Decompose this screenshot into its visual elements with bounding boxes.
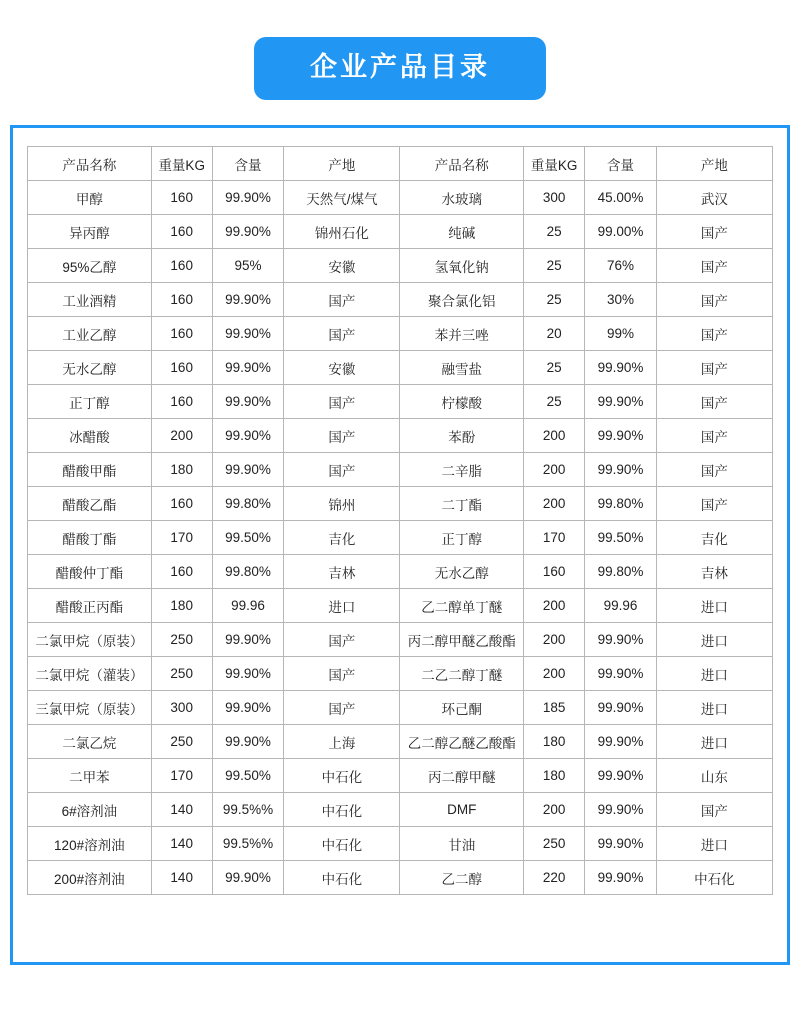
cell-product-name: 冰醋酸 — [28, 419, 152, 453]
cell-weight: 300 — [524, 181, 585, 215]
cell-content: 99.90% — [585, 419, 657, 453]
column-header-product-name-left: 产品名称 — [28, 147, 152, 181]
cell-weight: 160 — [151, 555, 212, 589]
cell-weight: 160 — [151, 351, 212, 385]
cell-product-name: 苯并三唑 — [400, 317, 524, 351]
cell-content: 99.5%% — [212, 827, 284, 861]
cell-content: 99.90% — [585, 385, 657, 419]
cell-content: 99.90% — [212, 657, 284, 691]
cell-product-name: 纯碱 — [400, 215, 524, 249]
cell-content: 99.90% — [212, 419, 284, 453]
cell-weight: 250 — [151, 657, 212, 691]
cell-content: 99.80% — [585, 555, 657, 589]
table-row — [28, 385, 773, 419]
cell-content: 99.90% — [212, 181, 284, 215]
cell-weight: 200 — [524, 419, 585, 453]
cell-product-name: 醋酸正丙酯 — [28, 589, 152, 623]
cell-product-name: 工业乙醇 — [28, 317, 152, 351]
cell-weight: 160 — [151, 385, 212, 419]
cell-weight: 25 — [524, 283, 585, 317]
table-row — [28, 827, 773, 861]
cell-weight: 160 — [151, 181, 212, 215]
cell-product-name: 醋酸仲丁酯 — [28, 555, 152, 589]
cell-weight: 160 — [151, 487, 212, 521]
cell-origin: 国产 — [284, 623, 400, 657]
cell-product-name: 丙二醇甲醚乙酸酯 — [400, 623, 524, 657]
column-header-content-left: 含量 — [212, 147, 284, 181]
cell-content: 99.96 — [585, 589, 657, 623]
cell-origin: 国产 — [284, 283, 400, 317]
table-row — [28, 419, 773, 453]
table-row — [28, 861, 773, 895]
table-row — [28, 351, 773, 385]
cell-weight: 170 — [524, 521, 585, 555]
table-row — [28, 453, 773, 487]
cell-origin: 国产 — [656, 249, 772, 283]
column-header-weight-right: 重量KG — [524, 147, 585, 181]
cell-origin: 进口 — [656, 623, 772, 657]
cell-origin: 中石化 — [656, 861, 772, 895]
cell-weight: 200 — [524, 487, 585, 521]
cell-content: 99.90% — [212, 691, 284, 725]
cell-origin: 进口 — [656, 725, 772, 759]
cell-product-name: 二氯甲烷（灌装） — [28, 657, 152, 691]
cell-origin: 进口 — [656, 827, 772, 861]
cell-content: 99.5%% — [212, 793, 284, 827]
cell-weight: 20 — [524, 317, 585, 351]
cell-content: 99.90% — [585, 657, 657, 691]
cell-weight: 200 — [151, 419, 212, 453]
cell-origin: 山东 — [656, 759, 772, 793]
cell-weight: 160 — [151, 249, 212, 283]
cell-product-name: 丙二醇甲醚 — [400, 759, 524, 793]
cell-content: 99.90% — [585, 623, 657, 657]
cell-content: 99.96 — [212, 589, 284, 623]
table-body — [28, 181, 773, 895]
table-row — [28, 691, 773, 725]
cell-origin: 国产 — [284, 691, 400, 725]
cell-product-name: 200#溶剂油 — [28, 861, 152, 895]
cell-content: 99.90% — [212, 453, 284, 487]
cell-weight: 170 — [151, 759, 212, 793]
cell-origin: 安徽 — [284, 249, 400, 283]
column-header-origin-right: 产地 — [656, 147, 772, 181]
cell-content: 99% — [585, 317, 657, 351]
cell-weight: 200 — [524, 589, 585, 623]
cell-origin: 国产 — [656, 453, 772, 487]
cell-product-name: 水玻璃 — [400, 181, 524, 215]
catalog-table-frame — [10, 125, 790, 965]
column-header-content-right: 含量 — [585, 147, 657, 181]
cell-origin: 国产 — [284, 385, 400, 419]
cell-origin: 吉化 — [284, 521, 400, 555]
table-header-row — [28, 147, 773, 181]
cell-product-name: 甲醇 — [28, 181, 152, 215]
cell-weight: 200 — [524, 623, 585, 657]
table-row — [28, 759, 773, 793]
table-row — [28, 589, 773, 623]
column-header-origin-left: 产地 — [284, 147, 400, 181]
column-header-weight-left: 重量KG — [151, 147, 212, 181]
cell-product-name: 95%乙醇 — [28, 249, 152, 283]
cell-weight: 160 — [151, 317, 212, 351]
table-row — [28, 283, 773, 317]
cell-origin: 天然气/煤气 — [284, 181, 400, 215]
cell-weight: 25 — [524, 215, 585, 249]
table-row — [28, 657, 773, 691]
cell-content: 30% — [585, 283, 657, 317]
cell-origin: 上海 — [284, 725, 400, 759]
table-header — [28, 147, 773, 181]
cell-origin: 武汉 — [656, 181, 772, 215]
cell-weight: 200 — [524, 657, 585, 691]
cell-content: 99.90% — [212, 623, 284, 657]
cell-content: 99.90% — [212, 725, 284, 759]
cell-product-name: DMF — [400, 793, 524, 827]
cell-content: 99.90% — [585, 453, 657, 487]
cell-weight: 250 — [151, 725, 212, 759]
table-row — [28, 487, 773, 521]
cell-weight: 300 — [151, 691, 212, 725]
cell-content: 99.00% — [585, 215, 657, 249]
cell-content: 99.50% — [212, 521, 284, 555]
cell-weight: 180 — [151, 453, 212, 487]
cell-origin: 国产 — [284, 657, 400, 691]
cell-product-name: 聚合氯化铝 — [400, 283, 524, 317]
cell-weight: 220 — [524, 861, 585, 895]
cell-weight: 180 — [151, 589, 212, 623]
cell-content: 99.90% — [212, 317, 284, 351]
table-row — [28, 249, 773, 283]
cell-product-name: 环己酮 — [400, 691, 524, 725]
cell-origin: 国产 — [656, 385, 772, 419]
cell-content: 99.80% — [585, 487, 657, 521]
cell-weight: 250 — [524, 827, 585, 861]
cell-product-name: 二乙二醇丁醚 — [400, 657, 524, 691]
cell-origin: 国产 — [284, 419, 400, 453]
cell-origin: 国产 — [656, 793, 772, 827]
cell-product-name: 乙二醇单丁醚 — [400, 589, 524, 623]
cell-product-name: 工业酒精 — [28, 283, 152, 317]
cell-content: 99.90% — [585, 793, 657, 827]
cell-product-name: 三氯甲烷（原装） — [28, 691, 152, 725]
cell-weight: 170 — [151, 521, 212, 555]
cell-origin: 吉林 — [656, 555, 772, 589]
cell-content: 99.50% — [212, 759, 284, 793]
product-catalog-table — [27, 146, 773, 895]
cell-origin: 进口 — [656, 657, 772, 691]
cell-product-name: 融雪盐 — [400, 351, 524, 385]
table-row — [28, 181, 773, 215]
cell-weight: 180 — [524, 725, 585, 759]
table-row — [28, 521, 773, 555]
cell-content: 99.90% — [585, 351, 657, 385]
cell-content: 76% — [585, 249, 657, 283]
cell-content: 99.90% — [212, 351, 284, 385]
cell-origin: 国产 — [656, 419, 772, 453]
cell-product-name: 二甲苯 — [28, 759, 152, 793]
cell-content: 99.90% — [585, 725, 657, 759]
cell-product-name: 乙二醇乙醚乙酸酯 — [400, 725, 524, 759]
table-row — [28, 725, 773, 759]
cell-origin: 国产 — [656, 351, 772, 385]
cell-product-name: 二辛脂 — [400, 453, 524, 487]
cell-content: 99.90% — [212, 215, 284, 249]
page-title: 企业产品目录 — [254, 37, 546, 100]
cell-weight: 200 — [524, 453, 585, 487]
cell-origin: 中石化 — [284, 861, 400, 895]
cell-weight: 25 — [524, 249, 585, 283]
cell-origin: 国产 — [284, 453, 400, 487]
cell-product-name: 异丙醇 — [28, 215, 152, 249]
cell-origin: 吉化 — [656, 521, 772, 555]
cell-content: 99.90% — [585, 827, 657, 861]
cell-content: 99.90% — [212, 861, 284, 895]
cell-product-name: 无水乙醇 — [400, 555, 524, 589]
cell-weight: 185 — [524, 691, 585, 725]
cell-origin: 中石化 — [284, 793, 400, 827]
cell-product-name: 正丁醇 — [400, 521, 524, 555]
cell-origin: 进口 — [284, 589, 400, 623]
cell-origin: 国产 — [656, 283, 772, 317]
table-row — [28, 555, 773, 589]
cell-weight: 160 — [151, 283, 212, 317]
cell-content: 45.00% — [585, 181, 657, 215]
cell-content: 99.80% — [212, 487, 284, 521]
cell-product-name: 120#溶剂油 — [28, 827, 152, 861]
cell-product-name: 二氯甲烷（原装） — [28, 623, 152, 657]
cell-content: 95% — [212, 249, 284, 283]
cell-product-name: 苯酚 — [400, 419, 524, 453]
cell-content: 99.90% — [585, 861, 657, 895]
cell-product-name: 二氯乙烷 — [28, 725, 152, 759]
cell-product-name: 乙二醇 — [400, 861, 524, 895]
cell-weight: 25 — [524, 385, 585, 419]
cell-product-name: 甘油 — [400, 827, 524, 861]
cell-origin: 中石化 — [284, 827, 400, 861]
table-row — [28, 215, 773, 249]
cell-weight: 180 — [524, 759, 585, 793]
cell-origin: 安徽 — [284, 351, 400, 385]
cell-product-name: 醋酸丁酯 — [28, 521, 152, 555]
cell-origin: 进口 — [656, 589, 772, 623]
cell-weight: 160 — [151, 215, 212, 249]
title-container — [0, 0, 800, 100]
cell-origin: 锦州石化 — [284, 215, 400, 249]
cell-content: 99.50% — [585, 521, 657, 555]
cell-origin: 锦州 — [284, 487, 400, 521]
cell-weight: 140 — [151, 861, 212, 895]
cell-content: 99.90% — [212, 385, 284, 419]
table-row — [28, 793, 773, 827]
cell-product-name: 醋酸甲酯 — [28, 453, 152, 487]
cell-product-name: 无水乙醇 — [28, 351, 152, 385]
cell-product-name: 正丁醇 — [28, 385, 152, 419]
cell-weight: 140 — [151, 793, 212, 827]
cell-product-name: 二丁酯 — [400, 487, 524, 521]
cell-origin: 进口 — [656, 691, 772, 725]
cell-content: 99.90% — [585, 691, 657, 725]
cell-origin: 国产 — [656, 215, 772, 249]
cell-product-name: 氢氧化钠 — [400, 249, 524, 283]
cell-weight: 250 — [151, 623, 212, 657]
cell-weight: 25 — [524, 351, 585, 385]
cell-product-name: 醋酸乙酯 — [28, 487, 152, 521]
cell-origin: 国产 — [284, 317, 400, 351]
cell-origin: 中石化 — [284, 759, 400, 793]
cell-product-name: 柠檬酸 — [400, 385, 524, 419]
cell-content: 99.80% — [212, 555, 284, 589]
cell-content: 99.90% — [212, 283, 284, 317]
cell-content: 99.90% — [585, 759, 657, 793]
table-row — [28, 317, 773, 351]
cell-weight: 140 — [151, 827, 212, 861]
table-row — [28, 623, 773, 657]
cell-product-name: 6#溶剂油 — [28, 793, 152, 827]
cell-origin: 吉林 — [284, 555, 400, 589]
column-header-product-name-right: 产品名称 — [400, 147, 524, 181]
cell-origin: 国产 — [656, 487, 772, 521]
cell-weight: 160 — [524, 555, 585, 589]
cell-origin: 国产 — [656, 317, 772, 351]
cell-weight: 200 — [524, 793, 585, 827]
